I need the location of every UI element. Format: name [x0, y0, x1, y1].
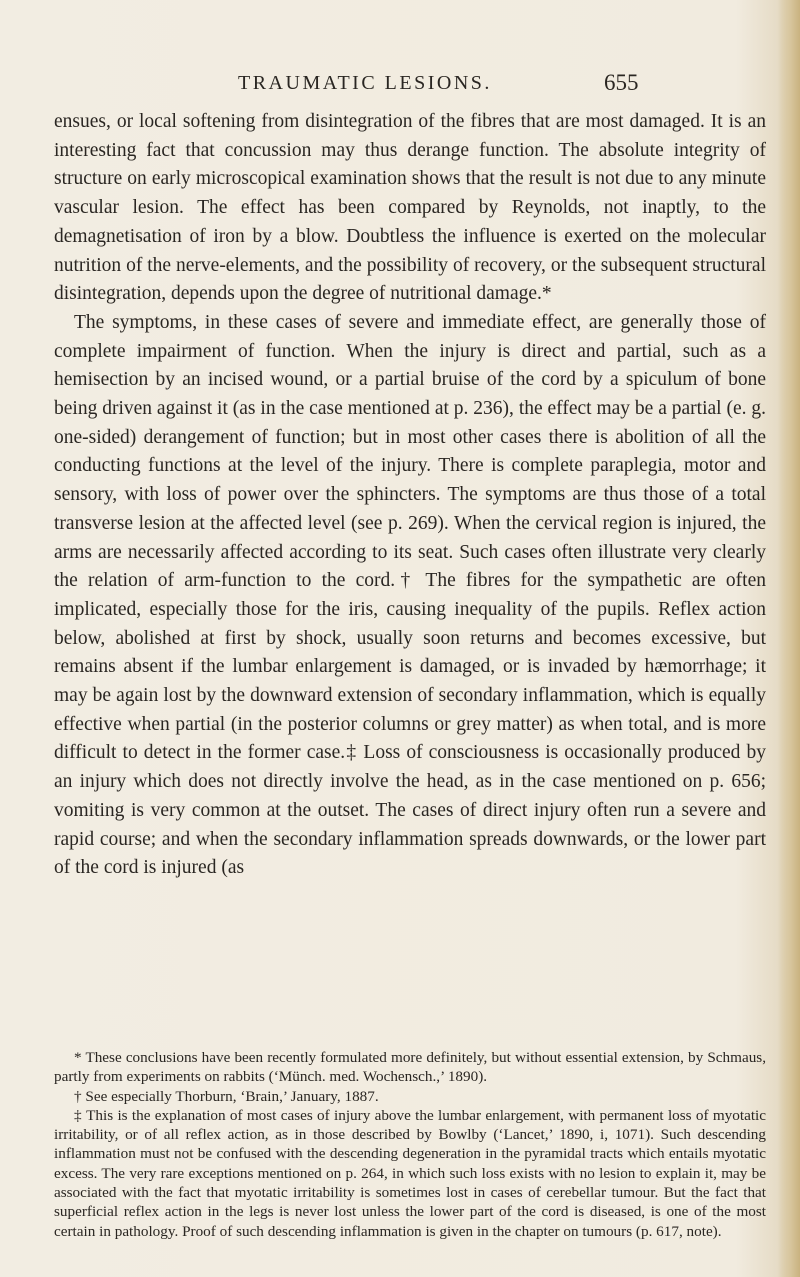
paragraph-symptoms: The symptoms, in these cases of severe and immediate effect, are generally those of complete impairment of function. When the injury is direct and partial, such as a hemisection by an incised wound, or a partial bruise of the cord by a spiculum of bone being driven against it (as in the case mentioned at p. 236), the effect may be a partial (e. g. one-sided) derangement of function; but in most other cases there is abolition of all the conducting functions at the level of the injury. There is complete paraplegia, motor and sensory, with loss of power over the sphincters. The symptoms are thus those of a total transverse lesion at the affected level (see p. 269). When the cervical region is injured, the arms are necessarily affected according to its seat. Such cases often illustrate very clearly the relation of arm-function to the cord.† The fibres for the sympathetic are often implicated, especially those for the iris, causing inequality of the pupils. Reflex action below, abolished at first by shock, usually soon returns and becomes excessive, but remains absent if the lumbar enlargement is damaged, or is invaded by hæmorrhage; it may be again lost by the downward extension of secondary inflammation, which is equally effective when partial (in the posterior columns or grey matter) as when total, and is more difficult to detect in the former case.‡ Loss of consciousness is occasionally produced by an injury which does not directly involve the head, as in the case mentioned on p. 656; vomiting is very common at the outset. The cases of direct injury often run a severe and rapid course; and when the secondary inflammation spreads downwards, or the lower part of the cord is injured (as [54, 311, 766, 879]
footnote-double-dagger: ‡ This is the explanation of most cases of injury above the lumbar enlargement, with permanent loss of myotatic irritability, or of all reflex action, as in those described by Bowlby (‘Lancet,’ 1890, i, 1071). Such descending inflammation must not be confused with the descending degeneration in the pyramidal tracts which entails myotatic excess. The very rare exceptions mentioned on p. 264, in which such loss exists with no lesion to explain it, may be associated with the fact that myotatic irritability is sometimes lost in cases of cerebellar tumour. But the fact that superficial reflex action in the legs is never lost unless the lower part of the cord is diseased, is one of the most certain in pathology. Proof of such descending inflammation is given in the chapter on tumours (p. 617, note). [54, 1106, 766, 1240]
footnote-asterisk: * These conclusions have been recently formulated more definitely, but without essential extension, by Schmaus, partly from experiments on rabbits (‘Münch. med. Wochensch.,’ 1890). [54, 1049, 766, 1086]
page-header [0, 72, 800, 102]
body-text [54, 108, 766, 883]
footnotes [54, 1048, 766, 1241]
page-number: 655 [604, 70, 639, 95]
page-edge-shading [778, 0, 800, 1277]
running-head: TRAUMATIC LESIONS. [238, 72, 492, 94]
paragraph-continuation: ensues, or local softening from disintegration of the fibres that are most damaged. It is an interesting fact that concussion may thus derange function. The absolute integrity of structure on early microscopical examination shows that the result is not due to any minute vascular lesion. The effect has been compared by Reynolds, not inaptly, to the demagnetisation of iron by a blow. Doubtless the influence is exerted on the molecular nutrition of the nerve-elements, and the possibility of recovery, or the subsequent structural disintegration, depends upon the degree of nutritional damage.* [54, 111, 766, 305]
footnote-dagger: † See especially Thorburn, ‘Brain,’ January, 1887. [74, 1087, 379, 1105]
